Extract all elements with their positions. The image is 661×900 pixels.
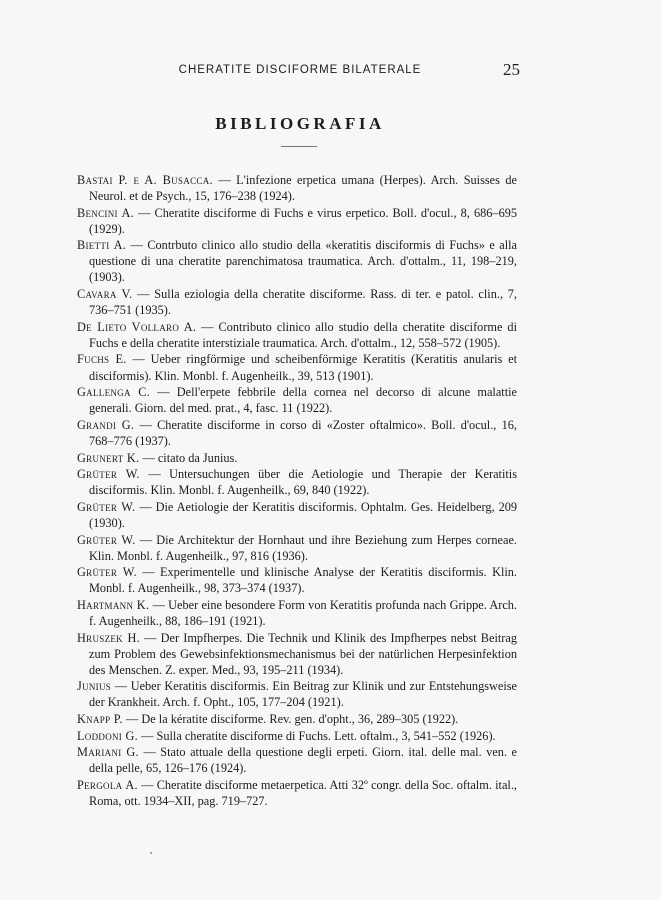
print-speck — [150, 852, 152, 854]
entry-author: Cavara V. — [77, 287, 133, 302]
bibliography-entry — [77, 384, 517, 416]
bibliography-entry — [77, 564, 517, 596]
bibliography-entry — [77, 728, 517, 744]
bibliography-entry — [77, 205, 517, 237]
entry-text: — Cheratite disciforme di Fuchs e virus erpetico. Boll. d'ocul., 8, 686–695 (1929). — [89, 205, 518, 236]
bibliography-entry — [77, 319, 517, 351]
entry-text: — Experimentelle und klinische Analyse der Keratitis disciformis. Klin. Monbl. f. Augenheilk., 98, 373–374 (1937). — [89, 565, 517, 596]
bibliography-entry — [77, 678, 517, 710]
entry-author: Grüter W. — [77, 565, 137, 580]
entry-text: — Sulla cheratite disciforme di Fuchs. Lett. oftalm., 3, 541–552 (1926). — [138, 728, 496, 743]
entry-author: Grüter W. — [77, 499, 136, 514]
entry-text: — Cheratite disciforme in corso di «Zoster oftalmico». Boll. d'ocul., 16, 768–776 (1937). — [89, 417, 517, 448]
entry-text: — De la kératite disciforme. Rev. gen. d'opht., 36, 289–305 (1922). — [122, 712, 459, 727]
bibliography-entry — [77, 744, 517, 776]
entry-text: — Ueber eine besondere Form von Keratitis profunda nach Grippe. Arch. f. Augenheilk., 88, 186–191 (1921). — [89, 597, 518, 628]
entry-author: Hruszek H. — [77, 630, 141, 645]
entry-text: — Ueber Keratitis disciformis. Ein Beitrag zur Klinik und zur Entstehungsweise der Krankheit. Arch. f. Opht., 105, 177–204 (1921). — [89, 679, 517, 710]
bibliography-entry — [77, 286, 517, 318]
entry-author: Loddoni G. — [77, 728, 139, 743]
entry-author: Bietti A. — [77, 238, 127, 253]
bibliography-entry — [77, 172, 517, 204]
entry-text: — Dell'erpete febbrile della cornea nel decorso di alcune malattie generali. Giorn. del med. prat., 4, fasc. 11 (1922). — [89, 385, 517, 416]
entry-author: Pergola A. — [77, 778, 138, 793]
entry-author: Junius — [77, 679, 112, 694]
bibliography-entry — [77, 630, 517, 678]
page-number: 25 — [503, 60, 520, 79]
entry-text: — Ueber ringförmige und scheibenförmige Keratitis (Keratitis anularis et disciformis). Klin. Monbl. f. Augenheilk., 39, 513 (1901). — [89, 352, 518, 383]
entry-text: — L'infezione erpetica umana (Herpes). Arch. Suisses de Neurol. et de Psych., 15, 176–238 (1924). — [89, 173, 517, 204]
entry-author: Fuchs E. — [77, 352, 127, 367]
bibliography-entry — [77, 466, 517, 498]
bibliography-entry — [77, 499, 517, 531]
entry-author: Grüter W. — [77, 532, 136, 547]
entry-text: — Stato attuale della questione degli erpeti. Giorn. ital. delle mal. ven. e della pelle, 65, 126–176 (1924). — [89, 745, 518, 776]
entry-text: — Contrbuto clinico allo studio della «keratitis disciformis di Fuchs» e alla questione di una cheratite parenchimatosa traumatica. Arch. d'ottalm., 11, 198–219, (1903). — [89, 238, 517, 285]
bibliography-entry — [77, 351, 517, 383]
entry-text: — Die Aetiologie der Keratitis disciformis. Ophtalm. Ges. Heidelberg, 209 (1930). — [89, 499, 518, 530]
entry-text: — citato da Junius. — [139, 450, 238, 465]
entry-author: Knapp P. — [77, 712, 123, 727]
bibliography-entry — [77, 711, 517, 727]
section-title: BIBLIOGRAFIA — [215, 114, 385, 133]
bibliography-entry — [77, 777, 517, 809]
entry-text: — Der Impfherpes. Die Technik und Klinik des Impfherpes nebst Beitrag zum Problem des Gewebsinfektionsmechanismus bei der natürlichen Herpesinfektion des Menschen. Z. exper. Med., 93, 195–211 (1934). — [89, 630, 517, 677]
bibliography-entry — [77, 597, 517, 629]
entry-author: Bastai P. e A. Busacca. — [77, 173, 213, 187]
entry-text: — Cheratite disciforme metaerpetica. Atti 32º congr. della Soc. oftalm. ital., Roma, ott. 1934–XII, pag. 719–727. — [89, 778, 517, 809]
entry-text: — Untersuchungen über die Aetiologie und Therapie der Keratitis disciformis. Klin. Monbl. f. Augenheilk., 69, 840 (1922). — [89, 467, 517, 498]
entry-author: Hartmann K. — [77, 597, 150, 612]
bibliography-list — [77, 172, 517, 810]
entry-author: Mariani G. — [77, 745, 139, 760]
bibliography-entry — [77, 532, 517, 564]
entry-author: Grüter W. — [77, 467, 140, 482]
entry-text: — Sulla eziologia della cheratite disciforme. Rass. di ter. e patol. clin., 7, 736–751 (1935). — [89, 287, 517, 318]
entry-author: De Lieto Vollaro A. — [77, 319, 197, 334]
entry-author: Gallenga C. — [77, 385, 151, 400]
entry-text: — Contributo clinico allo studio della cheratite disciforme di Fuchs e della cheratite interstiziale traumatica. Arch. d'ottalm., 12, 558–572 (1905). — [89, 319, 517, 350]
bibliography-entry — [77, 417, 517, 449]
entry-author: Bencini A. — [77, 205, 135, 220]
entry-author: Grunert K. — [77, 450, 140, 465]
running-title: CHERATITE DISCIFORME BILATERALE — [178, 64, 422, 76]
bibliography-entry — [77, 237, 517, 285]
entry-text: — Die Architektur der Hornhaut und ihre Beziehung zum Herpes corneae. Klin. Monbl. f. Augenheilk., 97, 816 (1936). — [89, 532, 517, 563]
title-divider — [281, 146, 317, 147]
bibliography-entry — [77, 450, 517, 466]
entry-author: Grandi G. — [77, 417, 135, 432]
